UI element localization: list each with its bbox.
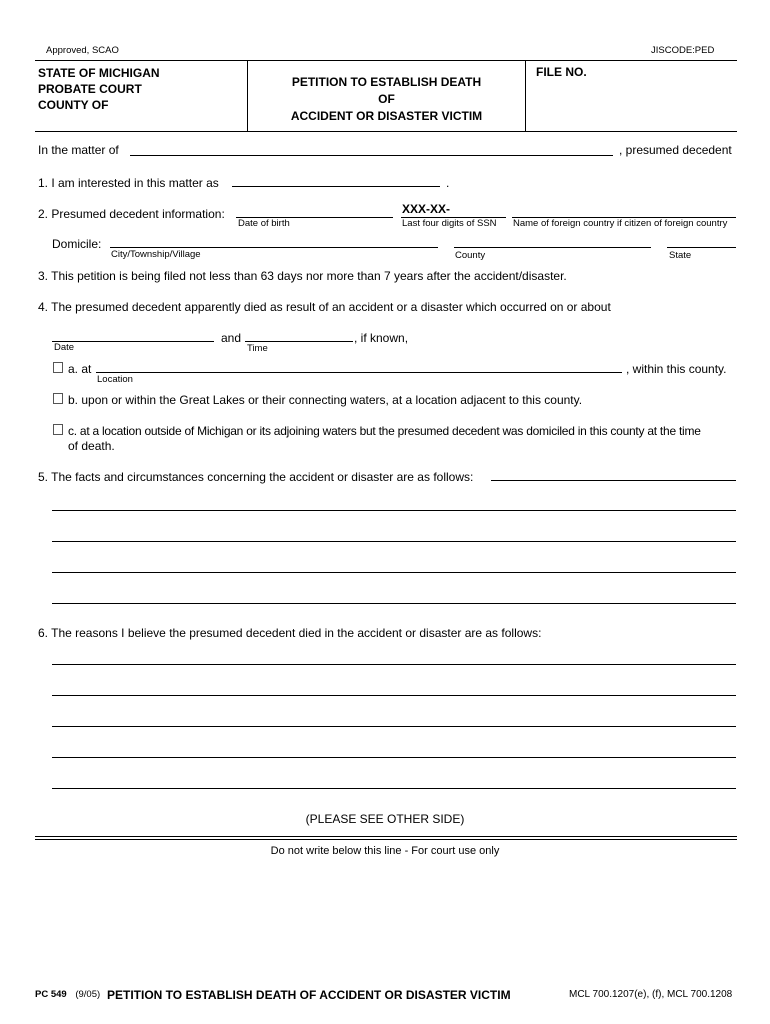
accident-time-field[interactable]: [245, 341, 353, 342]
location-caption: Location: [97, 374, 133, 385]
footer-form-title: PETITION TO ESTABLISH DEATH OF ACCIDENT OR DISASTER VICTIM: [107, 988, 511, 1002]
court-use-divider-2: [35, 839, 737, 840]
country-caption: Name of foreign country if citizen of foreign country: [513, 218, 728, 229]
state-caption: State: [669, 250, 692, 261]
facts-field-line[interactable]: [52, 541, 736, 542]
item5-text: 5. The facts and circumstances concerning the accident or disaster are as follows:: [38, 470, 474, 484]
see-other-side: (PLEASE SEE OTHER SIDE): [305, 812, 465, 826]
option-a-checkbox[interactable]: [53, 362, 63, 373]
facts-field-line[interactable]: [52, 603, 736, 604]
caption-divider-right: [525, 60, 526, 131]
and-text: and: [221, 331, 242, 345]
decedent-name-field[interactable]: [130, 155, 613, 156]
caption-top-border: [35, 60, 737, 61]
accident-date-field[interactable]: [52, 341, 214, 342]
option-a-label: a. at: [68, 362, 92, 376]
accident-location-field[interactable]: [96, 372, 622, 373]
court-name: PROBATE COURT: [38, 82, 142, 96]
interest-field[interactable]: [232, 186, 440, 187]
form-number: PC 549: [35, 989, 67, 1000]
item2-label: 2. Presumed decedent information:: [38, 207, 225, 221]
reasons-field-line[interactable]: [52, 726, 736, 727]
option-c-line-1: c. at a location outside of Michigan or its adjoining waters but the presumed decedent was domiciled in this county at the time: [68, 424, 701, 438]
file-no-label: FILE NO.: [536, 65, 587, 79]
date-caption: Date: [54, 342, 75, 353]
ssn-mask: XXX-XX-: [402, 202, 451, 216]
item3-text: 3. This petition is being filed not less than 63 days nor more than 7 years after the accident/disaster.: [38, 269, 567, 283]
form-id: [35, 989, 100, 1000]
domicile-label: Domicile:: [52, 237, 102, 251]
ssn-caption: Last four digits of SSN: [402, 218, 497, 229]
reasons-field-line[interactable]: [52, 664, 736, 665]
reasons-field-line[interactable]: [52, 695, 736, 696]
dob-caption: Date of birth: [238, 218, 290, 229]
time-caption: Time: [247, 343, 268, 354]
city-caption: City/Township/Village: [111, 249, 201, 260]
title-line-2: OF: [378, 92, 395, 106]
court-block: [38, 65, 160, 113]
reasons-field-line[interactable]: [52, 757, 736, 758]
statute-reference: MCL 700.1207(e), (f), MCL 700.1208: [569, 989, 733, 1000]
court-county-label: COUNTY OF: [38, 98, 109, 112]
form-title-block: [248, 74, 525, 125]
item6-text: 6. The reasons I believe the presumed decedent died in the accident or disaster are as follows:: [38, 626, 542, 640]
if-known-text: , if known,: [354, 331, 409, 345]
item1-end: .: [446, 176, 450, 190]
court-use-divider: [35, 836, 737, 837]
facts-field-line[interactable]: [52, 572, 736, 573]
caption-bottom-border: [35, 131, 737, 132]
item1-text: 1. I am interested in this matter as: [38, 176, 219, 190]
title-line-1: PETITION TO ESTABLISH DEATH: [291, 75, 482, 89]
jiscode-text: JISCODE:PED: [651, 45, 715, 56]
form-revision: (9/05): [75, 989, 101, 1000]
facts-field-line[interactable]: [52, 510, 736, 511]
option-c-checkbox[interactable]: [53, 424, 63, 435]
matter-prefix: In the matter of: [38, 143, 119, 157]
facts-field-first-line[interactable]: [491, 480, 736, 481]
reasons-field-line[interactable]: [52, 788, 736, 789]
option-c-line-2: of death.: [68, 439, 115, 453]
item4-text: 4. The presumed decedent apparently died as result of an accident or a disaster which occurred on or about: [38, 300, 611, 314]
domicile-state-field[interactable]: [667, 247, 736, 248]
approved-text: Approved, SCAO: [46, 45, 119, 56]
domicile-county-field[interactable]: [454, 247, 651, 248]
option-b-checkbox[interactable]: [53, 393, 63, 404]
domicile-city-field[interactable]: [110, 247, 438, 248]
matter-suffix: , presumed decedent: [619, 143, 732, 157]
court-state: STATE OF MICHIGAN: [38, 66, 160, 80]
county-caption: County: [455, 250, 486, 261]
option-b-label: b. upon or within the Great Lakes or their connecting waters, at a location adjacent to this county.: [68, 393, 583, 407]
option-a-suffix: , within this county.: [626, 362, 727, 376]
court-use-text: Do not write below this line - For court use only: [270, 845, 500, 857]
title-line-3: ACCIDENT OR DISASTER VICTIM: [290, 109, 483, 123]
